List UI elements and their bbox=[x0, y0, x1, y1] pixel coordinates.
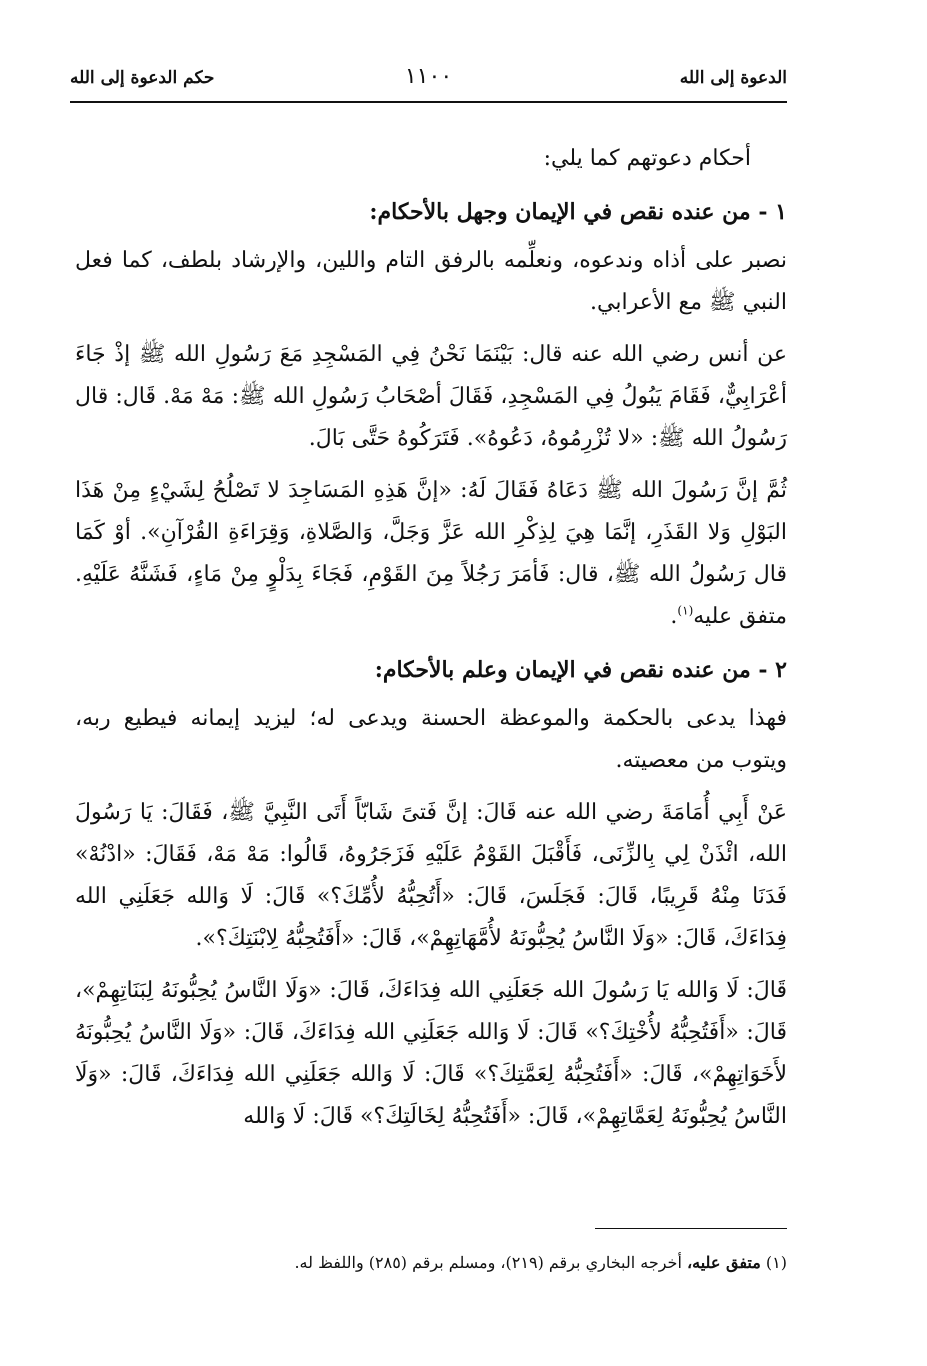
section-title: حكم الدعوة إلى الله bbox=[70, 68, 215, 88]
chapter-title: الدعوة إلى الله bbox=[679, 68, 787, 88]
hadith-anas: عن أنس رضي الله عنه قال: بَيْنَمَا نَحْنُ فِي المَسْجِدِ مَعَ رَسُولِ الله ﷺ إذْ جَاءَ أعْرَابِيٌّ، فَقَامَ يَبُولُ فِي المَسْجِدِ، فَقَالَ أصْحَابُ رَسُولِ الله ﷺ: مَهْ مَهْ. قَال: قال رَسُولُ الله ﷺ: «لا تُزْرِمُوهُ، دَعُوهُ». فَتَرَكُوهُ حَتَّى بَالَ. bbox=[75, 342, 787, 451]
heading-2: ٢ - من عنده نقص في الإيمان وعلم بالأحكام: bbox=[374, 657, 787, 683]
header-rule bbox=[70, 101, 787, 103]
heading-1: ١ - من عنده نقص في الإيمان وجهل بالأحكام: bbox=[369, 199, 787, 225]
hadith-source: متفق عليه bbox=[693, 604, 787, 629]
footnote-ref[interactable]: (١) bbox=[677, 603, 694, 618]
footnote-text: أخرجه البخاري برقم (٢١٩)، ومسلم برقم (٢٨٥) واللفظ له. bbox=[294, 1253, 682, 1272]
footnote bbox=[70, 1250, 787, 1276]
main-text bbox=[75, 138, 787, 1148]
hadith-anas-text: ثُمَّ إنَّ رَسُولَ الله ﷺ دَعَاهُ فَقَالَ لَهُ: «إنَّ هَذِهِ المَسَاجِدَ لا تَصْلُحُ لِشَيْءٍ مِنْ هَذَا البَوْلِ وَلا القَذَرِ، إنَّمَا هِيَ لِذِكْرِ الله عَزَّ وَجَلَّ، وَالصَّلاةِ، وَقِرَاءَةِ القُرْآنِ». أوْ كَمَا قال رَسُولُ الله ﷺ، قال: فَأمَرَ رَجُلاً مِنَ القَوْمِ، فَجَاءَ بِدَلْوٍ مِنْ مَاءٍ، فَشَنَّهُ عَلَيْهِ. bbox=[75, 478, 787, 587]
hadith-abu-umama: عَنْ أَبِي أُمَامَةَ رضي الله عنه قَالَ: إنَّ فَتىً شَابّاً أَتَى النَّبِيَّ ﷺ، فَقَالَ: يَا رَسُولَ الله، ائْذَنْ لِي بِالزِّنَى، فَأَقْبَلَ القَوْمُ عَلَيْهِ فَزَجَرُوهُ، قَالُوا: مَهْ مَهْ، فَقَالَ: «ادْنُهْ» فَدَنَا مِنْهُ قَرِيبًا، قَالَ: فَجَلَسَ، قَالَ: «أَتُحِبُّهُ لأُمِّكَ؟» قَالَ: لَا وَالله جَعَلَنِي الله فِدَاءَكَ، قَالَ: «وَلَا النَّاسُ يُحِبُّونَهُ لأُمَّهَاتِهِمْ»، قَالَ: «أَفَتُحِبُّهُ لِابْنَتِكَ؟». bbox=[75, 800, 787, 951]
hadith-anas-continued: ثُمَّ إنَّ رَسُولَ الله ﷺ دَعَاهُ فَقَالَ لَهُ: «إنَّ هَذِهِ المَسَاجِدَ لا تَصْلُحُ لِشَيْءٍ مِنْ هَذَا البَوْلِ وَلا القَذَرِ، إنَّمَا هِيَ لِذِكْرِ الله عَزَّ وَجَلَّ، وَالصَّلاةِ، وَقِرَاءَةِ القُرْآنِ». أوْ كَمَا قال رَسُولُ الله ﷺ، قال: فَأمَرَ رَجُلاً مِنَ القَوْمِ، فَجَاءَ بِدَلْوٍ مِنْ مَاءٍ، فَشَنَّهُ عَلَيْهِ. متفق عليه$^{(١)}$. bbox=[75, 478, 787, 629]
page-number: ١١٠٠ bbox=[404, 64, 453, 89]
footnote-label: متفق عليه، bbox=[686, 1253, 761, 1272]
hadith-abu-umama-continued: قَالَ: لَا وَالله يَا رَسُولَ الله جَعَلَنِي الله فِدَاءَكَ، قَالَ: «وَلَا النَّاسُ يُحِبُّونَهُ لِبَنَاتِهِمْ»، قَالَ: «أَفَتُحِبُّهُ لأُخْتِكَ؟» قَالَ: لَا وَالله جَعَلَنِي الله فِدَاءَكَ، قَالَ: «وَلَا النَّاسُ يُحِبُّونَهُ لأَخَوَاتِهِمْ»، قَالَ: «أَفَتُحِبُّهُ لِعَمَّتِكَ؟» قَالَ: لَا وَالله جَعَلَنِي الله فِدَاءَكَ، قَالَ: «وَلَا النَّاسُ يُحِبُّونَهُ لِعَمَّاتِهِمْ»، قَالَ: «أَفَتُحِبُّهُ لِخَالَتِكَ؟» قَالَ: لَا وَالله bbox=[75, 978, 787, 1129]
footnote-rule bbox=[595, 1228, 787, 1229]
intro-line: أحكام دعوتهم كما يلي: bbox=[543, 146, 751, 171]
running-header bbox=[70, 64, 787, 102]
paragraph-2: فهذا يدعى بالحكمة والموعظة الحسنة ويدعى له؛ ليزيد إيمانه فيطيع ربه، ويتوب من معصيته. bbox=[75, 706, 787, 773]
paragraph-1: نصبر على أذاه وندعوه، ونعلِّمه بالرفق التام واللين، والإرشاد بلطف، كما فعل النبي ﷺ مع الأعرابي. bbox=[75, 248, 787, 315]
footnote-number: (١) bbox=[765, 1253, 787, 1272]
